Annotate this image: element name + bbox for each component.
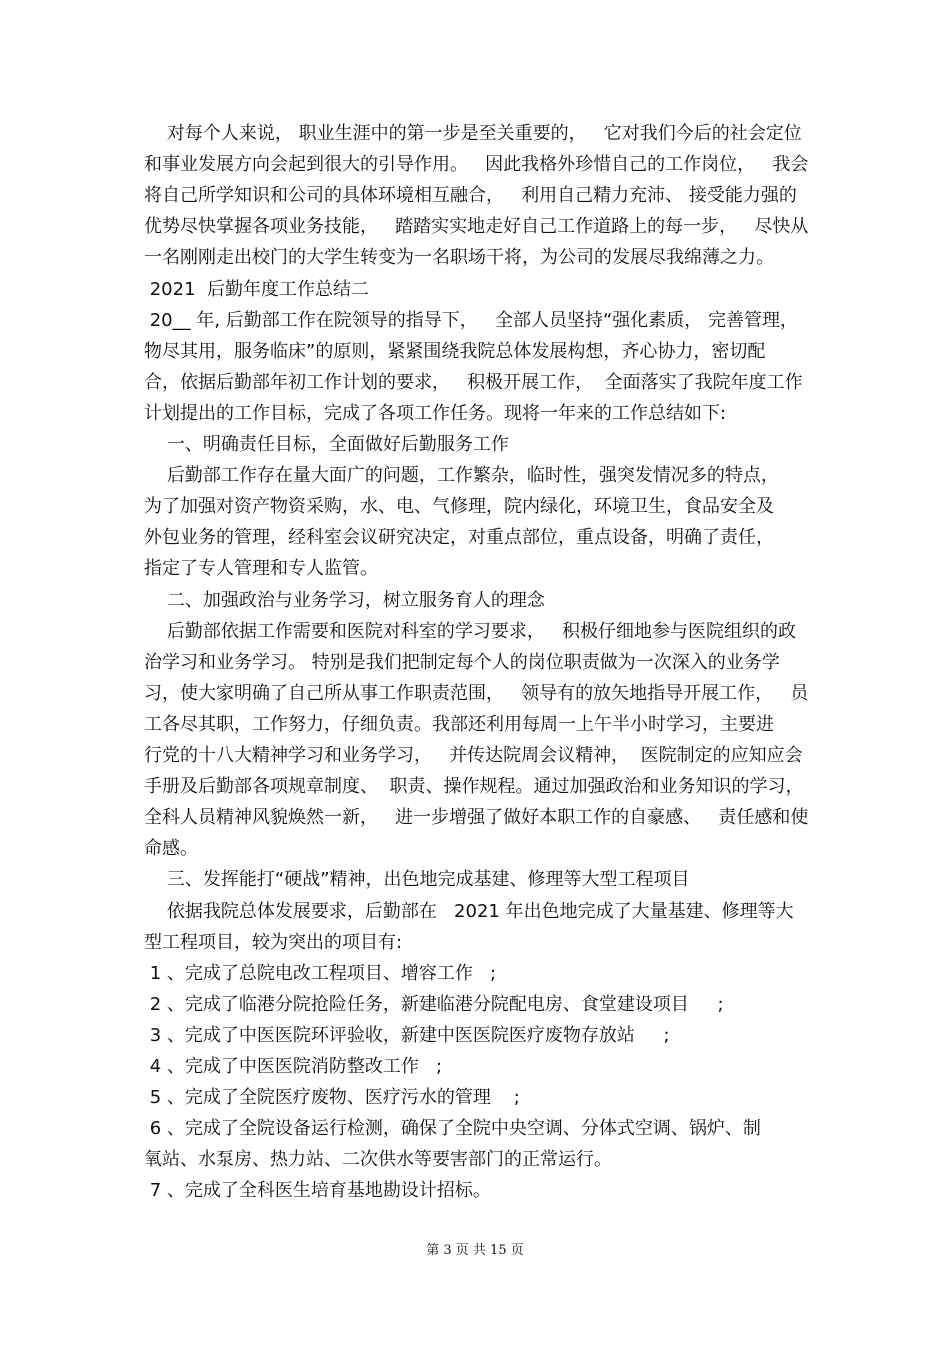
text-line: 外包业务的管理，经科室会议研究决定，对重点部位，重点设备，明确了责任， [144, 527, 774, 548]
text-line: 2 、完成了临港分院抢险任务，新建临港分院配电房、食堂建设项目 ; [144, 994, 724, 1015]
text-line: 4 、完成了中医医院消防整改工作 ; [144, 1056, 443, 1077]
text-line: 全科人员精神风貌焕然一新， 进一步增强了做好本职工作的自豪感、 责任感和使 [144, 807, 809, 828]
text-line: 手册及后勤部各项规章制度、 职责、操作规程。通过加强政治和业务知识的学习， [144, 776, 804, 797]
text-line: 2021 后勤年度工作总结二 [144, 279, 369, 300]
text-line: 将自己所学知识和公司的具体环境相互融合， 利用自己精力充沛、 接受能力强的 [144, 185, 797, 206]
text-line: 依据我院总体发展要求，后勤部在 2021 年出色地完成了大量基建、修理等大 [144, 901, 794, 922]
text-line: 后勤部工作存在量大面广的问题，工作繁杂，临时性，强突发情况多的特点， [144, 465, 779, 486]
text-line: 计划提出的工作目标，完成了各项工作任务。现将一年来的工作总结如下: [144, 403, 727, 424]
text-line: 一、明确责任目标，全面做好后勤服务工作 [144, 434, 509, 455]
text-line: 型工程项目，较为突出的项目有: [144, 932, 403, 953]
text-line: 20__ 年, 后勤部工作在院领导的指导下， 全部人员坚持“强化素质， 完善管理， [144, 310, 798, 331]
text-line: 合，依据后勤部年初工作计划的要求， 积极开展工作， 全面落实了我院年度工作 [144, 372, 803, 393]
text-line: 指定了专人管理和专人监管。 [144, 558, 378, 579]
text-line: 3 、完成了中医医院环评验收，新建中医医院医疗废物存放站 ; [144, 1025, 670, 1046]
text-line: 对每个人来说， 职业生涯中的第一步是至关重要的， 它对我们今后的社会定位 [144, 123, 802, 144]
text-line: 三、发挥能打“硬战”精神，出色地完成基建、修理等大型工程项目 [144, 869, 690, 890]
text-line: 习，使大家明确了自己所从事工作职责范围， 领导有的放矢地指导开展工作， 员 [144, 683, 809, 704]
text-line: 氧站、水泵房、热力站、二次供水等要害部门的正常运行。 [144, 1149, 612, 1170]
text-line: 6 、完成了全院设备运行检测，确保了全院中央空调、分体式空调、锅炉、制 [144, 1118, 761, 1139]
text-line: 优势尽快掌握各项业务技能， 踏踏实实地走好自己工作道路上的每一步， 尽快从 [144, 216, 809, 237]
text-line: 1 、完成了总院电改工程项目、增容工作 ; [144, 963, 497, 984]
text-line: 5 、完成了全院医疗废物、医疗污水的管理 ; [144, 1087, 520, 1108]
text-line: 治学习和业务学习。 特别是我们把制定每个人的岗位职责做为一次深入的业务学 [144, 652, 780, 673]
text-line: 工各尽其职，工作努力，仔细负责。我部还利用每周一上午半小时学习，主要进 [144, 714, 774, 735]
text-line: 和事业发展方向会起到很大的引导作用。 因此我格外珍惜自己的工作岗位， 我会 [144, 154, 809, 175]
text-line: 二、加强政治与业务学习，树立服务育人的理念 [144, 590, 545, 611]
text-line: 物尽其用，服务临床”的原则，紧紧围绕我院总体发展构想，齐心协力，密切配 [144, 341, 766, 362]
page-footer: 第 3 页 共 15 页 [426, 1243, 524, 1258]
text-line: 为了加强对资产物资采购，水、电、气修理，院内绿化，环境卫生，食品安全及 [144, 496, 774, 517]
text-line: 一名刚刚走出校门的大学生转变为一名职场干将，为公司的发展尽我绵薄之力。 [144, 247, 774, 268]
text-line: 命感。 [144, 838, 198, 859]
text-line: 7 、完成了全科医生培育基地勘设计招标。 [144, 1180, 491, 1201]
text-line: 后勤部依据工作需要和医院对科室的学习要求， 积极仔细地参与医院组织的政 [144, 621, 797, 642]
text-line: 行党的十八大精神学习和业务学习， 并传达院周会议精神， 医院制定的应知应会 [144, 745, 803, 766]
